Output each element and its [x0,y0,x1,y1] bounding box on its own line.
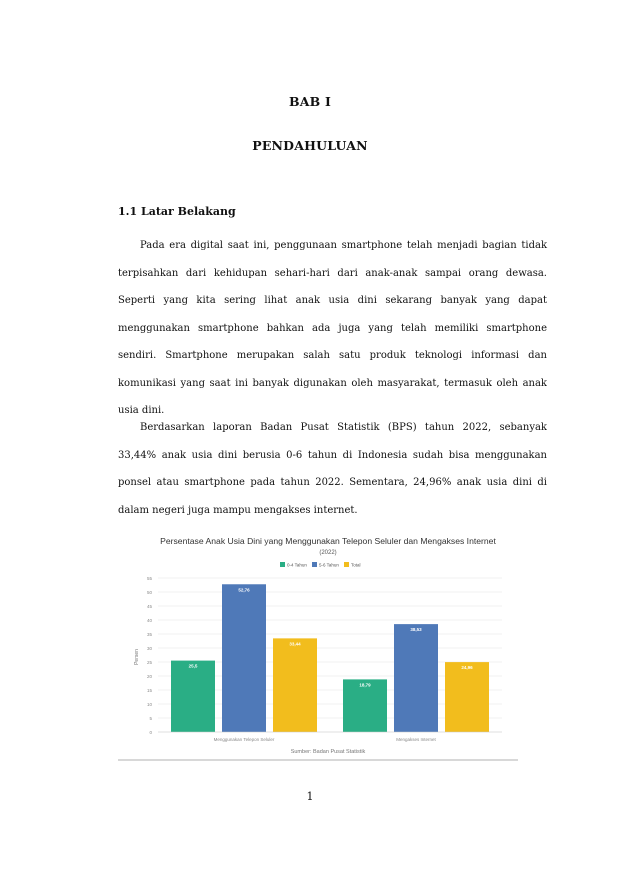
legend-swatch [312,562,317,567]
y-tick-label: 5 [149,715,152,721]
paragraph-2: Berdasarkan laporan Badan Pusat Statistik (BPS) tahun 2022, sebanyak 33,44% anak usia dini berusia 0-6 tahun di Indonesia sudah bisa menggunakan ponsel atau smartphone pada tahun 2022. Sementara, 24,96% anak usia dini di dalam negeri juga mampu mengakses internet. [118,422,547,516]
y-tick-label: 20 [146,673,152,679]
bar [171,661,215,732]
chapter-title: PENDAHULUAN [252,138,368,153]
bar [394,624,438,732]
legend-swatch [344,562,349,567]
x-tick-label: Menggunakan Telepon Seluler [213,737,275,742]
chart-legend [280,562,361,567]
bar [273,638,317,732]
y-tick-label: 35 [146,631,152,637]
y-tick-label: 25 [146,659,152,665]
bar-value-label: 25,5 [188,663,198,669]
bar-value-label: 18,79 [359,682,371,688]
bar-value-label: 52,76 [238,587,250,593]
y-tick-label: 0 [149,729,152,735]
y-axis-label: Persen [134,649,140,665]
y-tick-label: 45 [146,603,152,609]
x-tick-label: Mengakses Internet [396,737,436,742]
chart-source: Sumber: Badan Pusat Statistik [290,749,366,755]
y-tick-label: 30 [146,645,152,651]
chapter-number: BAB I [288,94,332,109]
chart-bars [171,584,489,732]
bar-value-label: 33,44 [289,641,301,647]
legend-swatch [280,562,285,567]
y-axis [147,576,153,735]
legend-label: 5-6 Tahun [319,562,339,568]
paragraph-1: Pada era digital saat ini, penggunaan smartphone telah menjadi bagian tidak terpisahkan dari kehidupan sehari-hari dari anak-anak sampai orang dewasa. Seperti yang kita sering lihat anak usia dini sekarang banyak yang dapat menggunakan smartphone bahkan ada juga yang telah memiliki smartphone sendiri. Smartphone merupakan salah satu produk teknologi informasi dan komunikasi yang saat ini banyak digunakan oleh masyarakat, termasuk oleh anak usia dini. [118,240,547,416]
bar-chart [118,530,518,762]
bar-value-label: 24,96 [461,665,473,671]
section-title: 1.1 Latar Belakang [118,205,236,218]
chart-title: Persentase Anak Usia Dini yang Menggunakan Telepon Seluler dan Mengakses Internet [160,536,496,546]
y-tick-label: 15 [146,687,152,693]
bar-value-label: 38,53 [410,627,422,633]
chart-figure [118,530,518,762]
y-tick-label: 50 [146,589,152,595]
x-axis [158,732,502,742]
bar [222,584,266,732]
y-tick-label: 40 [146,617,152,623]
y-tick-label: 10 [146,701,152,707]
legend-label: 0-4 Tahun [287,562,307,568]
bar [445,662,489,732]
page-number: 1 [306,790,314,803]
chart-subtitle: (2022) [319,550,337,556]
y-tick-label: 55 [146,575,152,581]
legend-label: Total [351,562,361,568]
